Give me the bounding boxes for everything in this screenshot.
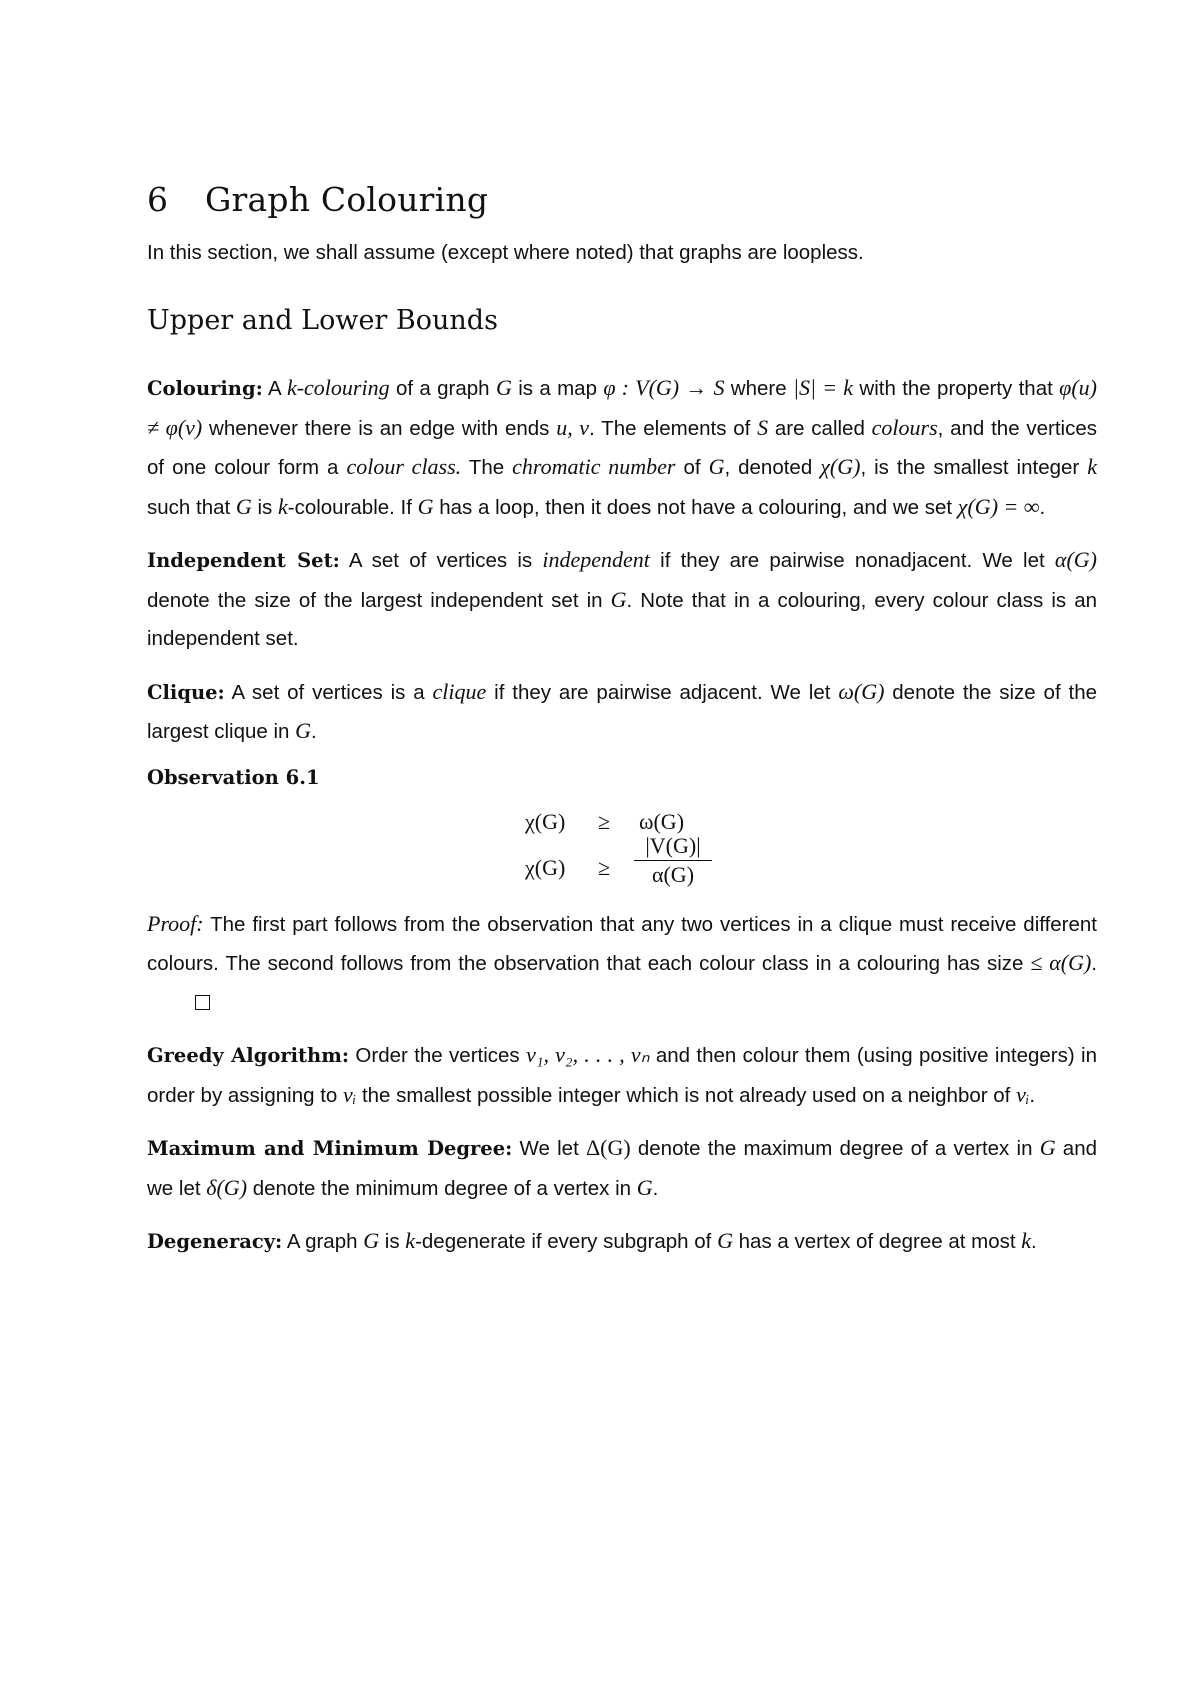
content	[147, 180, 1097, 1276]
eq2-denominator: α(G)	[651, 861, 695, 887]
text: are called	[768, 416, 872, 440]
degeneracy-definition	[147, 1222, 1097, 1262]
eq2-lhs: χ(G)	[525, 854, 566, 880]
text: Order the vertices	[349, 1044, 527, 1067]
text: A set of vertices is	[339, 549, 543, 572]
math: G	[417, 493, 434, 519]
eq2-fraction	[634, 833, 712, 888]
eq1-rhs: ω(G)	[639, 808, 685, 834]
emphasis: colours	[871, 414, 938, 440]
text: -	[296, 375, 305, 400]
text: if they are pairwise nonadjacent. We let	[649, 549, 1055, 572]
text: of a graph	[389, 377, 496, 400]
section-heading	[147, 180, 1097, 219]
text: .	[1031, 1230, 1037, 1253]
text: is a map	[511, 377, 604, 400]
math: G	[363, 1228, 380, 1253]
intro-paragraph: In this section, we shall assume (except where noted) that graphs are loopless.	[147, 241, 864, 264]
fraction-bar	[634, 860, 712, 861]
text: denote the minimum degree of a vertex in	[247, 1176, 637, 1200]
clique-definition	[147, 673, 1097, 752]
eq2-numerator: |V(G)|	[645, 832, 701, 858]
math: ω(G)	[838, 678, 885, 704]
math: Δ(G)	[585, 1135, 631, 1160]
eq2-relation: ≥	[598, 854, 611, 880]
math: χ(G) = ∞	[957, 493, 1040, 519]
math: G	[235, 493, 252, 519]
text: .	[311, 720, 317, 743]
text: , denoted	[724, 456, 821, 479]
greedy-algorithm-term: Greedy Algorithm:	[147, 1044, 350, 1067]
math: vᵢ	[343, 1081, 357, 1107]
subsection-title: Upper and Lower Bounds	[147, 305, 498, 336]
text: is	[251, 495, 278, 519]
math: k	[1021, 1228, 1032, 1253]
math: G	[295, 718, 312, 743]
text: .	[652, 1176, 659, 1200]
text: has a loop, then it does not have a colouring, and we set	[433, 495, 958, 519]
section-number: 6	[147, 180, 169, 219]
text: denote the size of the largest clique in	[147, 680, 1098, 743]
math: G	[610, 586, 627, 612]
text: and then colour them (using positive integers) in order by assigning to	[147, 1044, 1097, 1107]
text: We let	[512, 1137, 586, 1160]
degree-term: Maximum and Minimum Degree:	[147, 1137, 513, 1160]
emphasis: colour class.	[346, 454, 462, 479]
text: denote the maximum degree of a vertex in	[630, 1137, 1040, 1160]
eq1-lhs: χ(G)	[525, 808, 566, 834]
text: A set of vertices is a	[224, 680, 433, 704]
text: , is the smallest integer	[860, 456, 1088, 479]
text: with the property that	[853, 377, 1060, 400]
math: ≤ α(G)	[1030, 950, 1092, 975]
math: vᵢ	[1016, 1081, 1030, 1107]
text: and we let	[147, 1137, 1097, 1200]
qed-square-icon	[195, 995, 210, 1010]
degeneracy-term: Degeneracy:	[147, 1230, 283, 1253]
clique-term: Clique:	[147, 680, 225, 704]
text: A	[262, 377, 287, 400]
colouring-term: Colouring:	[147, 377, 263, 400]
text: .	[1029, 1083, 1036, 1107]
text: of	[675, 456, 709, 479]
greedy-algorithm-definition	[147, 1036, 1097, 1115]
section-title: Graph Colouring	[205, 180, 489, 219]
text: whenever there is an edge with ends	[202, 416, 557, 440]
text: has a vertex of degree at most	[732, 1230, 1022, 1253]
independent-set-definition	[147, 541, 1097, 659]
math: |S| = k	[793, 375, 854, 400]
eq1-relation: ≥	[598, 808, 611, 834]
math: G	[495, 375, 512, 400]
text: A graph	[282, 1230, 364, 1253]
text: denote the size of the largest independent set in	[147, 588, 611, 612]
text: if they are pairwise adjacent. We let	[486, 680, 839, 704]
text: such that	[147, 495, 236, 519]
colouring-definition	[147, 369, 1097, 527]
proof-label: Proof:	[147, 910, 204, 936]
text: .	[1039, 495, 1046, 519]
math: G	[708, 454, 725, 479]
text: The	[461, 456, 513, 479]
math: v₁, v₂, . . . , vₙ	[526, 1042, 650, 1067]
observation-title: Observation 6.1	[147, 765, 320, 789]
text: -colourable. If	[287, 495, 418, 519]
text: , and the vertices of one colour form a	[147, 416, 1097, 479]
math: k	[277, 493, 288, 519]
text: The first part follows from the observation that any two vertices in a clique must receive different colours. The second follows from the observation that each colour class in a colouring has size	[147, 912, 1097, 975]
emphasis: colouring	[304, 375, 390, 400]
math: G	[717, 1228, 733, 1253]
text: . The elements of	[589, 416, 758, 440]
math: δ(G)	[206, 1174, 248, 1200]
math: φ(u) ≠ φ(v)	[147, 375, 1097, 440]
text: the smallest possible integer which is not already used on a neighbor of	[356, 1083, 1017, 1107]
math: G	[1039, 1135, 1056, 1160]
math: k	[286, 375, 297, 400]
math: G	[636, 1174, 653, 1200]
observation-equations	[147, 803, 1097, 903]
math: k	[405, 1228, 416, 1253]
text: .	[1091, 952, 1097, 975]
proof-paragraph	[147, 905, 1097, 1023]
independent-set-term: Independent Set:	[147, 549, 340, 572]
math: χ(G)	[820, 454, 861, 479]
text: is	[379, 1230, 406, 1253]
math: u, v	[556, 414, 590, 440]
emphasis: independent	[542, 547, 650, 572]
math: α(G)	[1054, 547, 1097, 572]
emphasis: clique	[432, 678, 487, 704]
math: S	[757, 414, 769, 440]
math: k	[1087, 454, 1097, 479]
math: φ : V(G) → S	[603, 375, 725, 400]
degree-definition	[147, 1129, 1097, 1208]
emphasis: chromatic number	[512, 454, 676, 479]
text: . Note that in a colouring, every colour class is an independent set.	[147, 588, 1098, 650]
text: -degenerate if every subgraph of	[415, 1230, 718, 1253]
text: where	[724, 377, 793, 400]
